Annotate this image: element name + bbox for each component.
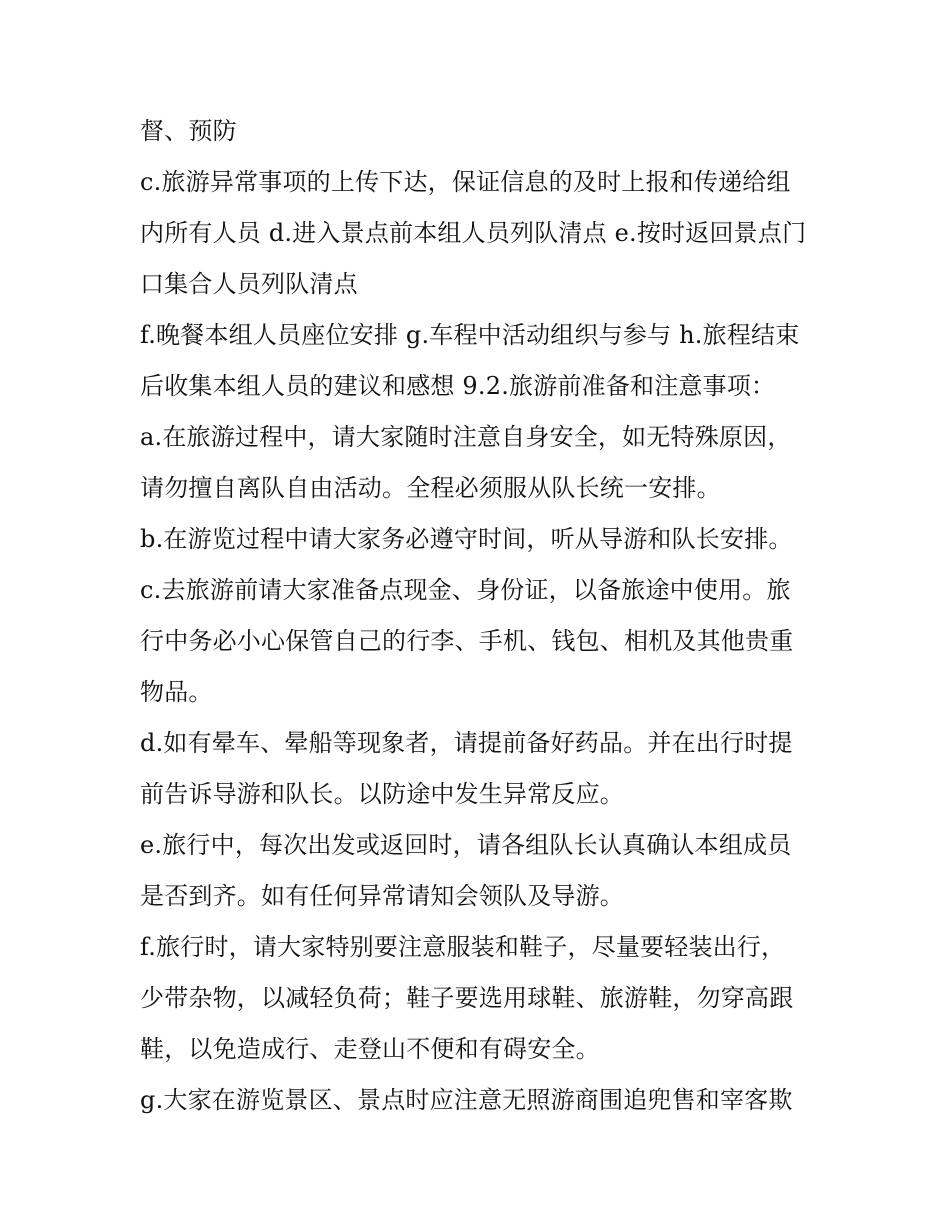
text-line: 口集合人员列队清点 xyxy=(140,270,358,298)
text-line: 督、预防 xyxy=(140,117,237,145)
text-line: e.旅行中，每次出发或返回时，请各组队长认真确认本组成员 xyxy=(140,831,792,859)
text-line: 前告诉导游和队长。以防途中发生异常反应。 xyxy=(140,780,624,808)
text-line: 是否到齐。如有任何异常请知会领队及导游。 xyxy=(140,882,624,910)
text-line: 请勿擅自离队自由活动。全程必须服从队长统一安排。 xyxy=(140,474,721,502)
text-line: f.晚餐本组人员座位安排 g.车程中活动组织与参与 h.旅程结束 xyxy=(140,321,800,349)
text-line: c.旅游异常事项的上传下达，保证信息的及时上报和传递给组 xyxy=(140,168,791,196)
text-line: 行中务必小心保管自己的行李、手机、钱包、相机及其他贵重 xyxy=(140,627,794,655)
text-line: b.在游览过程中请大家务必遵守时间，听从导游和队长安排。 xyxy=(140,525,793,553)
text-line: f.旅行时，请大家特别要注意服装和鞋子，尽量要轻装出行， xyxy=(140,933,786,961)
document-body xyxy=(140,106,820,1126)
text-line: 后收集本组人员的建议和感想 9.2.旅游前准备和注意事项： xyxy=(140,372,776,400)
text-line: a.在旅游过程中，请大家随时注意自身安全，如无特殊原因， xyxy=(140,423,792,451)
text-line: g.大家在游览景区、景点时应注意无照游商围追兜售和宰客欺 xyxy=(140,1086,793,1114)
text-line: 鞋，以免造成行、走登山不便和有碍安全。 xyxy=(140,1035,600,1063)
text-line: d.如有晕车、晕船等现象者，请提前备好药品。并在出行时提 xyxy=(140,729,793,757)
text-line: 内所有人员 d.进入景点前本组人员列队清点 e.按时返回景点门 xyxy=(140,219,807,247)
text-line: 少带杂物，以减轻负荷；鞋子要选用球鞋、旅游鞋，勿穿高跟 xyxy=(140,984,794,1012)
text-line: 物品。 xyxy=(140,678,213,706)
text-line: c.去旅游前请大家准备点现金、身份证，以备旅途中使用。旅 xyxy=(140,576,791,604)
